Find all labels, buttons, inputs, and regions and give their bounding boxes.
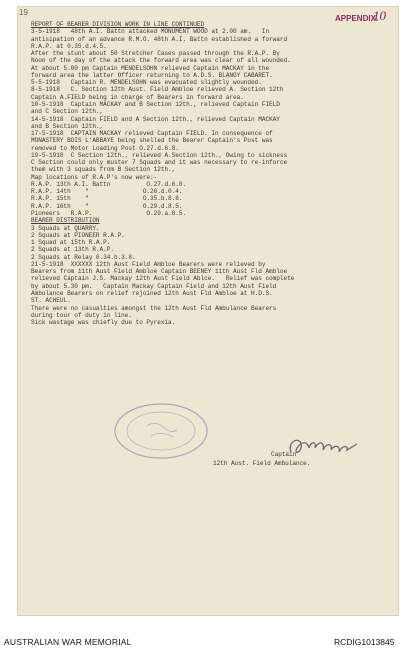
report-line: 10-5-1918 Captain MACKAY and B Section 12th., relieved Captain FIELD bbox=[31, 100, 280, 108]
report-line: 2 Squads at 13th R.A.P. bbox=[31, 246, 114, 254]
report-line: 3-5-1918 48th A.I. Battn attacked MONUMENT WOOD at 2.00 am. In bbox=[31, 28, 270, 36]
report-line: them with 3 squads from B Section 12th., bbox=[31, 166, 176, 174]
report-line: and B Section 12th., bbox=[31, 122, 104, 130]
report-line: 5-5-1918 Captain R. MENDELSOHN was evacuated slightly wounded. bbox=[31, 79, 262, 87]
report-line: Captain A.FIELD being in charge of Bearers in forward area. bbox=[31, 93, 244, 101]
report-line: during tour of duty in line. bbox=[31, 311, 132, 319]
report-line: REPORT OF BEARER DIVISION WORK IN LINE CONTINUED bbox=[31, 21, 205, 28]
report-line: forward area the latter Officer returning to A.D.S. BLANGY CABARET. bbox=[31, 71, 273, 79]
report-line: removed to Motor Loading Post O.27.d.6.8. bbox=[31, 144, 179, 152]
report-line: Sick wastage was chiefly due to Pyrexia. bbox=[31, 319, 176, 327]
report-line: Noon of the day of the attack the forward area was clear of all wounded. bbox=[31, 57, 291, 65]
report-line: After the stunt about 50 Stretcher Cases passed through the R.A.P. By bbox=[31, 50, 280, 58]
report-line: 1 Squad at 15th R.A.P. bbox=[31, 239, 111, 247]
report-line: 2 Squads at PIONEER R.A.P. bbox=[31, 231, 125, 239]
report-line: R.A.P. 13th A.I. Battn O.27.d.6.8. bbox=[31, 180, 187, 188]
document-page bbox=[17, 6, 399, 616]
report-line: R.A.P. 14th " O.26.d.0.4. bbox=[31, 188, 183, 196]
report-line: 17-5-1918 CAPTAIN MACKAY relieved Captain FIELD. In consequence of bbox=[31, 130, 273, 138]
report-line: antisipation of an advance R.M.O. 48th A.I. Battn established a forward bbox=[31, 35, 288, 43]
report-line: 3 Squads at QUARRY. bbox=[31, 224, 100, 232]
report-line: 14-5-1918 Captain FIELD and A Section 12th., relieved Captain MACKAY bbox=[31, 115, 280, 123]
ink-stamp bbox=[111, 400, 211, 462]
report-line: BEARER DISTRIBUTION bbox=[31, 217, 100, 225]
report-line: R.A.P. 15th " O.35.b.8.8. bbox=[31, 195, 183, 203]
report-line: 21-5-1918 XXXXXX 12th Aust Field Ambloe Bearers were relieved by bbox=[31, 260, 266, 268]
signature-rank: Captain bbox=[271, 451, 297, 458]
report-line: MONASTERY BOIS L'ABBAYE being shelled the Bearer Captain's Post was bbox=[31, 137, 273, 145]
appendix-number: 10 bbox=[373, 8, 386, 23]
report-line: R.A.P. at 0.35.d.4.5. bbox=[31, 42, 107, 50]
report-line: 8-5-1918 C. Section 12th Aust. Field Ambloe relieved A. Section 12th bbox=[31, 86, 284, 94]
report-line: At about 5.00 pm Captain MENDELSOHN relieved Captain MACKAY in the bbox=[31, 64, 270, 72]
report-line: by about 5.30 pm. Captain Mackay Captain Field and 12th Aust Field bbox=[31, 282, 277, 290]
report-line: 2 Squads at Relay 0.34.b.3.8. bbox=[31, 253, 136, 261]
page-number: 19 bbox=[19, 8, 28, 17]
report-line: relieved Captain J.S. Mackay 12th Aust Field Ablce. Relief was complete bbox=[31, 275, 295, 283]
report-line: C Section could only muster 7 Squads and it was necessary to re-inforce bbox=[31, 159, 288, 167]
report-line: Bearers from 11th Aust Field Ambloe Captain BEENEY 11th Aust Fld Ambloe bbox=[31, 268, 288, 276]
report-line: Ambulance Bearers on relief rejoined 12th Aust Fld Ambloe at H.D.S. bbox=[31, 289, 273, 297]
report-line: ST. ACHEUL. bbox=[31, 297, 71, 305]
report-line: and C Section 12th., bbox=[31, 108, 104, 116]
appendix-label: APPENDIX. bbox=[335, 14, 379, 23]
report-line: There were no casualties amongst the 12th Aust Fld Ambulance Bearers bbox=[31, 304, 277, 312]
report-line: Pioneers R.A.P. O.29.a.8.5. bbox=[31, 210, 187, 218]
footer-archive-name: AUSTRALIAN WAR MEMORIAL bbox=[4, 637, 132, 647]
report-line: R.A.P. 16th " O.29.d.8.5. bbox=[31, 202, 183, 210]
handwritten-signature bbox=[285, 430, 365, 460]
footer-record-id: RCDIG1013845 bbox=[334, 637, 395, 647]
signature-unit: 12th Aust. Field Ambulance. bbox=[213, 460, 311, 467]
report-line: Map locations of R.A.P's now were:- bbox=[31, 173, 158, 181]
report-line: 19-5-1918 C Section 12th., relieved A.Section 12th., Owing to sickness bbox=[31, 151, 288, 159]
